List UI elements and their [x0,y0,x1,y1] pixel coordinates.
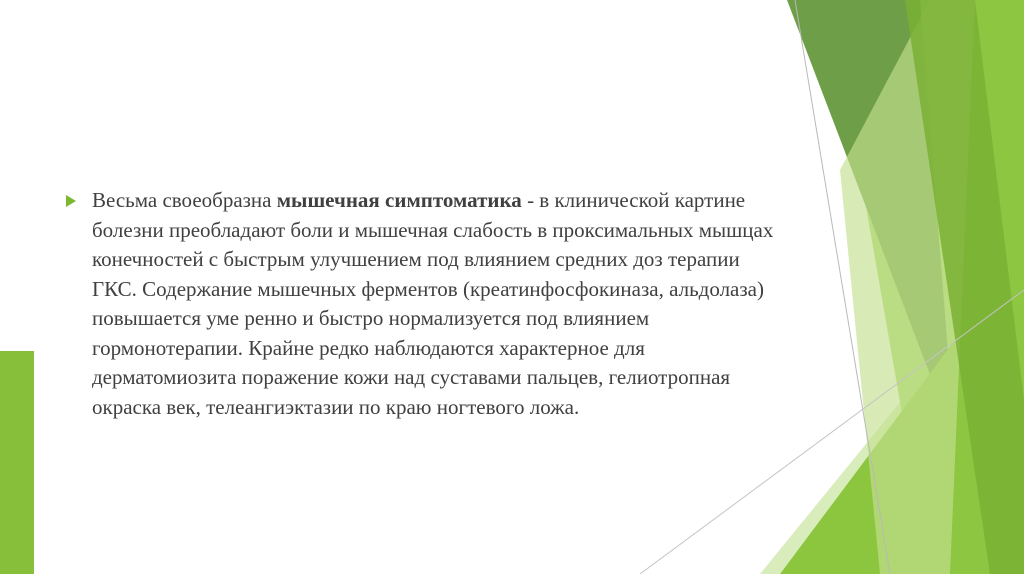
paragraph-text-end: - в клинической картине болезни преобладают боли и мышечная слабость в проксимальных мышцах конечностей с быстрым улучшением под влиянием средних доз терапии ГКС. Содержание мышечных ферментов (креатинфосфокиназа, альдолаза) повышается уме ренно и быстро нормализуется под влиянием гормонотерапии. Крайне редко наблюдаются характерное для дерматомиозита поражение кожи над суставами пальцев, гелиотропная окраска век, телеангиэктазии по краю ногтевого ложа. [92,188,774,419]
bullet-item [66,186,786,422]
paragraph-bold-text: мышечная симптоматика [276,188,522,212]
paragraph-text-start: Весьма своеобразна [92,188,277,212]
triangle-bullet-icon [66,195,76,207]
slide-content [66,186,786,422]
body-paragraph [92,186,782,422]
